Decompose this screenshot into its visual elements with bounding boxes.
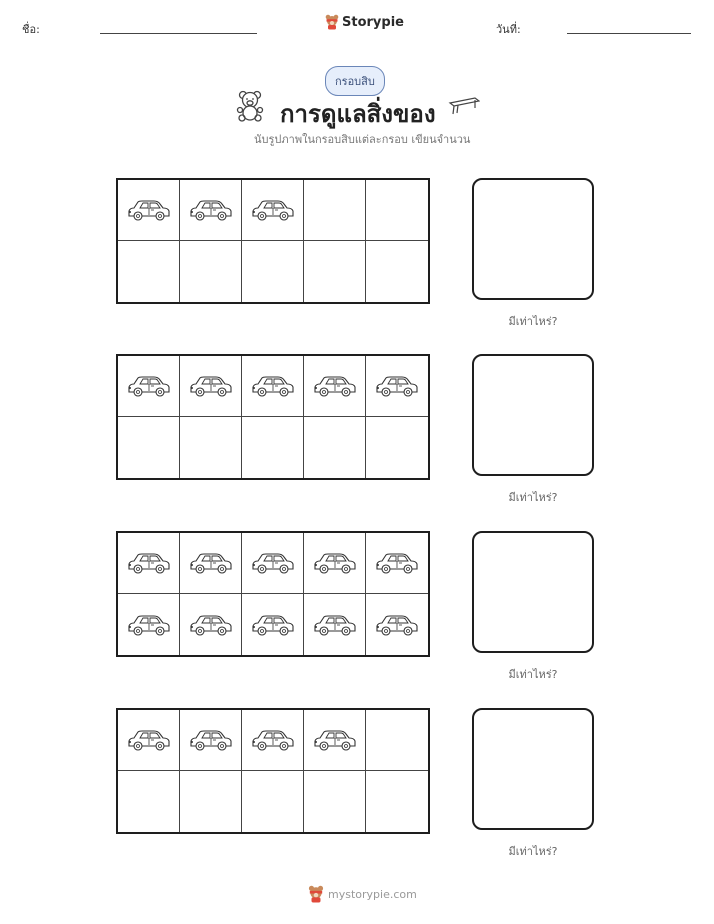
instructions: นับรูปภาพในกรอบสิบแต่ละกรอบ เขียนจำนวน	[254, 133, 471, 146]
ten-frame-2	[116, 354, 430, 480]
frame-cell	[366, 241, 428, 302]
question-label-2: มีเท่าไหร่?	[508, 491, 558, 504]
car-icon	[126, 728, 172, 752]
frame-cell	[118, 594, 180, 655]
car-icon	[188, 551, 234, 575]
frame-cell	[180, 533, 242, 594]
frame-cell	[180, 356, 242, 417]
car-icon	[312, 551, 358, 575]
frame-cell	[304, 533, 366, 594]
frame-cell	[180, 180, 242, 241]
frame-cell	[180, 710, 242, 771]
brand-name: Storypie	[342, 14, 404, 30]
topic-badge: กรอบสิบ	[325, 66, 385, 96]
car-icon	[188, 728, 234, 752]
frame-cell	[304, 594, 366, 655]
footer-url[interactable]: mystorypie.com	[328, 887, 417, 901]
frame-cell	[242, 771, 304, 832]
ten-frame-3	[116, 531, 430, 657]
car-icon	[312, 613, 358, 637]
frame-cell	[304, 417, 366, 478]
question-label-3: มีเท่าไหร่?	[508, 668, 558, 681]
frame-cell	[242, 533, 304, 594]
car-icon	[188, 613, 234, 637]
name-line[interactable]	[100, 33, 257, 34]
bear-mascot-icon	[308, 885, 324, 903]
car-icon	[312, 728, 358, 752]
frame-cell	[366, 356, 428, 417]
frame-cell	[118, 710, 180, 771]
car-icon	[250, 374, 296, 398]
footer	[308, 885, 417, 903]
car-icon	[188, 198, 234, 222]
bear-mascot-icon	[325, 14, 339, 30]
frame-cell	[118, 241, 180, 302]
frame-cell	[304, 356, 366, 417]
frame-cell	[242, 241, 304, 302]
date-label: วันที่:	[496, 23, 521, 36]
frame-cell	[304, 771, 366, 832]
car-icon	[250, 728, 296, 752]
car-icon	[374, 551, 420, 575]
ten-frame-4	[116, 708, 430, 834]
frame-cell	[366, 533, 428, 594]
car-icon	[374, 374, 420, 398]
frame-cell	[366, 417, 428, 478]
frame-cell	[304, 180, 366, 241]
frame-cell	[304, 710, 366, 771]
answer-box-4[interactable]	[472, 708, 594, 830]
car-icon	[188, 374, 234, 398]
frame-cell	[118, 356, 180, 417]
frame-cell	[180, 241, 242, 302]
frame-cell	[366, 180, 428, 241]
date-line[interactable]	[567, 33, 691, 34]
frame-cell	[242, 180, 304, 241]
car-icon	[250, 198, 296, 222]
car-icon	[126, 551, 172, 575]
frame-cell	[304, 241, 366, 302]
frame-cell	[242, 417, 304, 478]
frame-cell	[366, 771, 428, 832]
page-title: การดูแลสิ่งของ	[280, 100, 436, 128]
car-icon	[312, 374, 358, 398]
frame-cell	[118, 533, 180, 594]
question-label-1: มีเท่าไหร่?	[508, 315, 558, 328]
frame-cell	[180, 417, 242, 478]
frame-cell	[180, 771, 242, 832]
name-label: ชื่อ:	[22, 23, 40, 36]
frame-cell	[118, 771, 180, 832]
frame-cell	[118, 417, 180, 478]
frame-cell	[366, 710, 428, 771]
question-label-4: มีเท่าไหร่?	[508, 845, 558, 858]
teddy-bear-icon	[236, 90, 264, 122]
storypie-logo	[325, 14, 404, 30]
ten-frame-1	[116, 178, 430, 304]
answer-box-3[interactable]	[472, 531, 594, 653]
frame-cell	[366, 594, 428, 655]
table-icon	[448, 96, 480, 116]
frame-cell	[242, 356, 304, 417]
car-icon	[126, 198, 172, 222]
answer-box-1[interactable]	[472, 178, 594, 300]
car-icon	[250, 613, 296, 637]
car-icon	[374, 613, 420, 637]
frame-cell	[180, 594, 242, 655]
frame-cell	[118, 180, 180, 241]
frame-cell	[242, 710, 304, 771]
frame-cell	[242, 594, 304, 655]
answer-box-2[interactable]	[472, 354, 594, 476]
car-icon	[250, 551, 296, 575]
car-icon	[126, 613, 172, 637]
car-icon	[126, 374, 172, 398]
